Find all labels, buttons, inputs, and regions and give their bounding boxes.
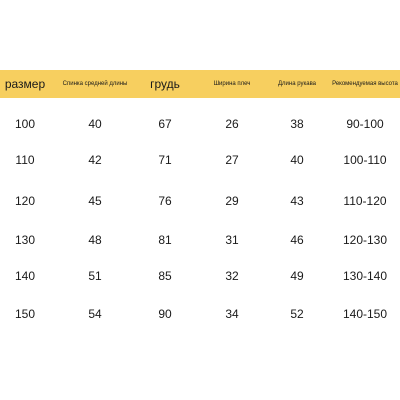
- cell-back-length: 40: [88, 117, 102, 131]
- table-row: [0, 256, 400, 296]
- cell-size: 100: [14, 117, 36, 131]
- cell-back-length: 42: [88, 153, 102, 167]
- cell-recommended-height: 120-130: [342, 233, 388, 247]
- header-back-length: Спинка средней длины: [62, 81, 128, 87]
- table-row: [0, 220, 400, 260]
- cell-chest: 71: [158, 153, 172, 167]
- cell-back-length: 51: [88, 269, 102, 283]
- cell-recommended-height: 110-120: [343, 194, 387, 208]
- cell-back-length: 54: [88, 307, 102, 321]
- table-row: [0, 140, 400, 180]
- cell-sleeve-length: 46: [290, 233, 304, 247]
- cell-size: 140: [14, 269, 36, 283]
- cell-size: 150: [14, 307, 36, 321]
- cell-recommended-height: 130-140: [342, 269, 388, 283]
- header-recommended-height: Рекомендуемая высота: [332, 81, 398, 87]
- cell-chest: 76: [158, 194, 172, 208]
- cell-chest: 85: [158, 269, 172, 283]
- table-row: [0, 104, 400, 144]
- cell-back-length: 48: [88, 233, 102, 247]
- cell-size: 130: [14, 233, 36, 247]
- cell-sleeve-length: 49: [290, 269, 304, 283]
- cell-chest: 67: [158, 117, 172, 131]
- cell-recommended-height: 100-110: [343, 153, 387, 167]
- cell-recommended-height: 90-100: [346, 117, 384, 131]
- table-row: [0, 294, 400, 334]
- header-shoulder-width: Ширина плеч: [213, 81, 251, 87]
- cell-size: 110: [15, 153, 35, 167]
- header-sleeve-length: Длина рукава: [277, 81, 317, 87]
- cell-shoulder-width: 29: [225, 194, 239, 208]
- cell-recommended-height: 140-150: [342, 307, 388, 321]
- cell-shoulder-width: 26: [225, 117, 239, 131]
- cell-sleeve-length: 38: [290, 117, 304, 131]
- table-row: [0, 181, 400, 221]
- cell-back-length: 45: [88, 194, 102, 208]
- cell-size: 120: [14, 194, 36, 208]
- cell-sleeve-length: 43: [290, 194, 304, 208]
- cell-chest: 90: [158, 307, 172, 321]
- cell-shoulder-width: 27: [225, 153, 239, 167]
- header-chest: грудь: [150, 77, 180, 91]
- cell-chest: 81: [158, 233, 172, 247]
- cell-shoulder-width: 34: [225, 307, 239, 321]
- cell-shoulder-width: 31: [225, 233, 239, 247]
- header-size: размер: [4, 77, 46, 91]
- cell-sleeve-length: 52: [290, 307, 304, 321]
- cell-shoulder-width: 32: [225, 269, 239, 283]
- cell-sleeve-length: 40: [290, 153, 304, 167]
